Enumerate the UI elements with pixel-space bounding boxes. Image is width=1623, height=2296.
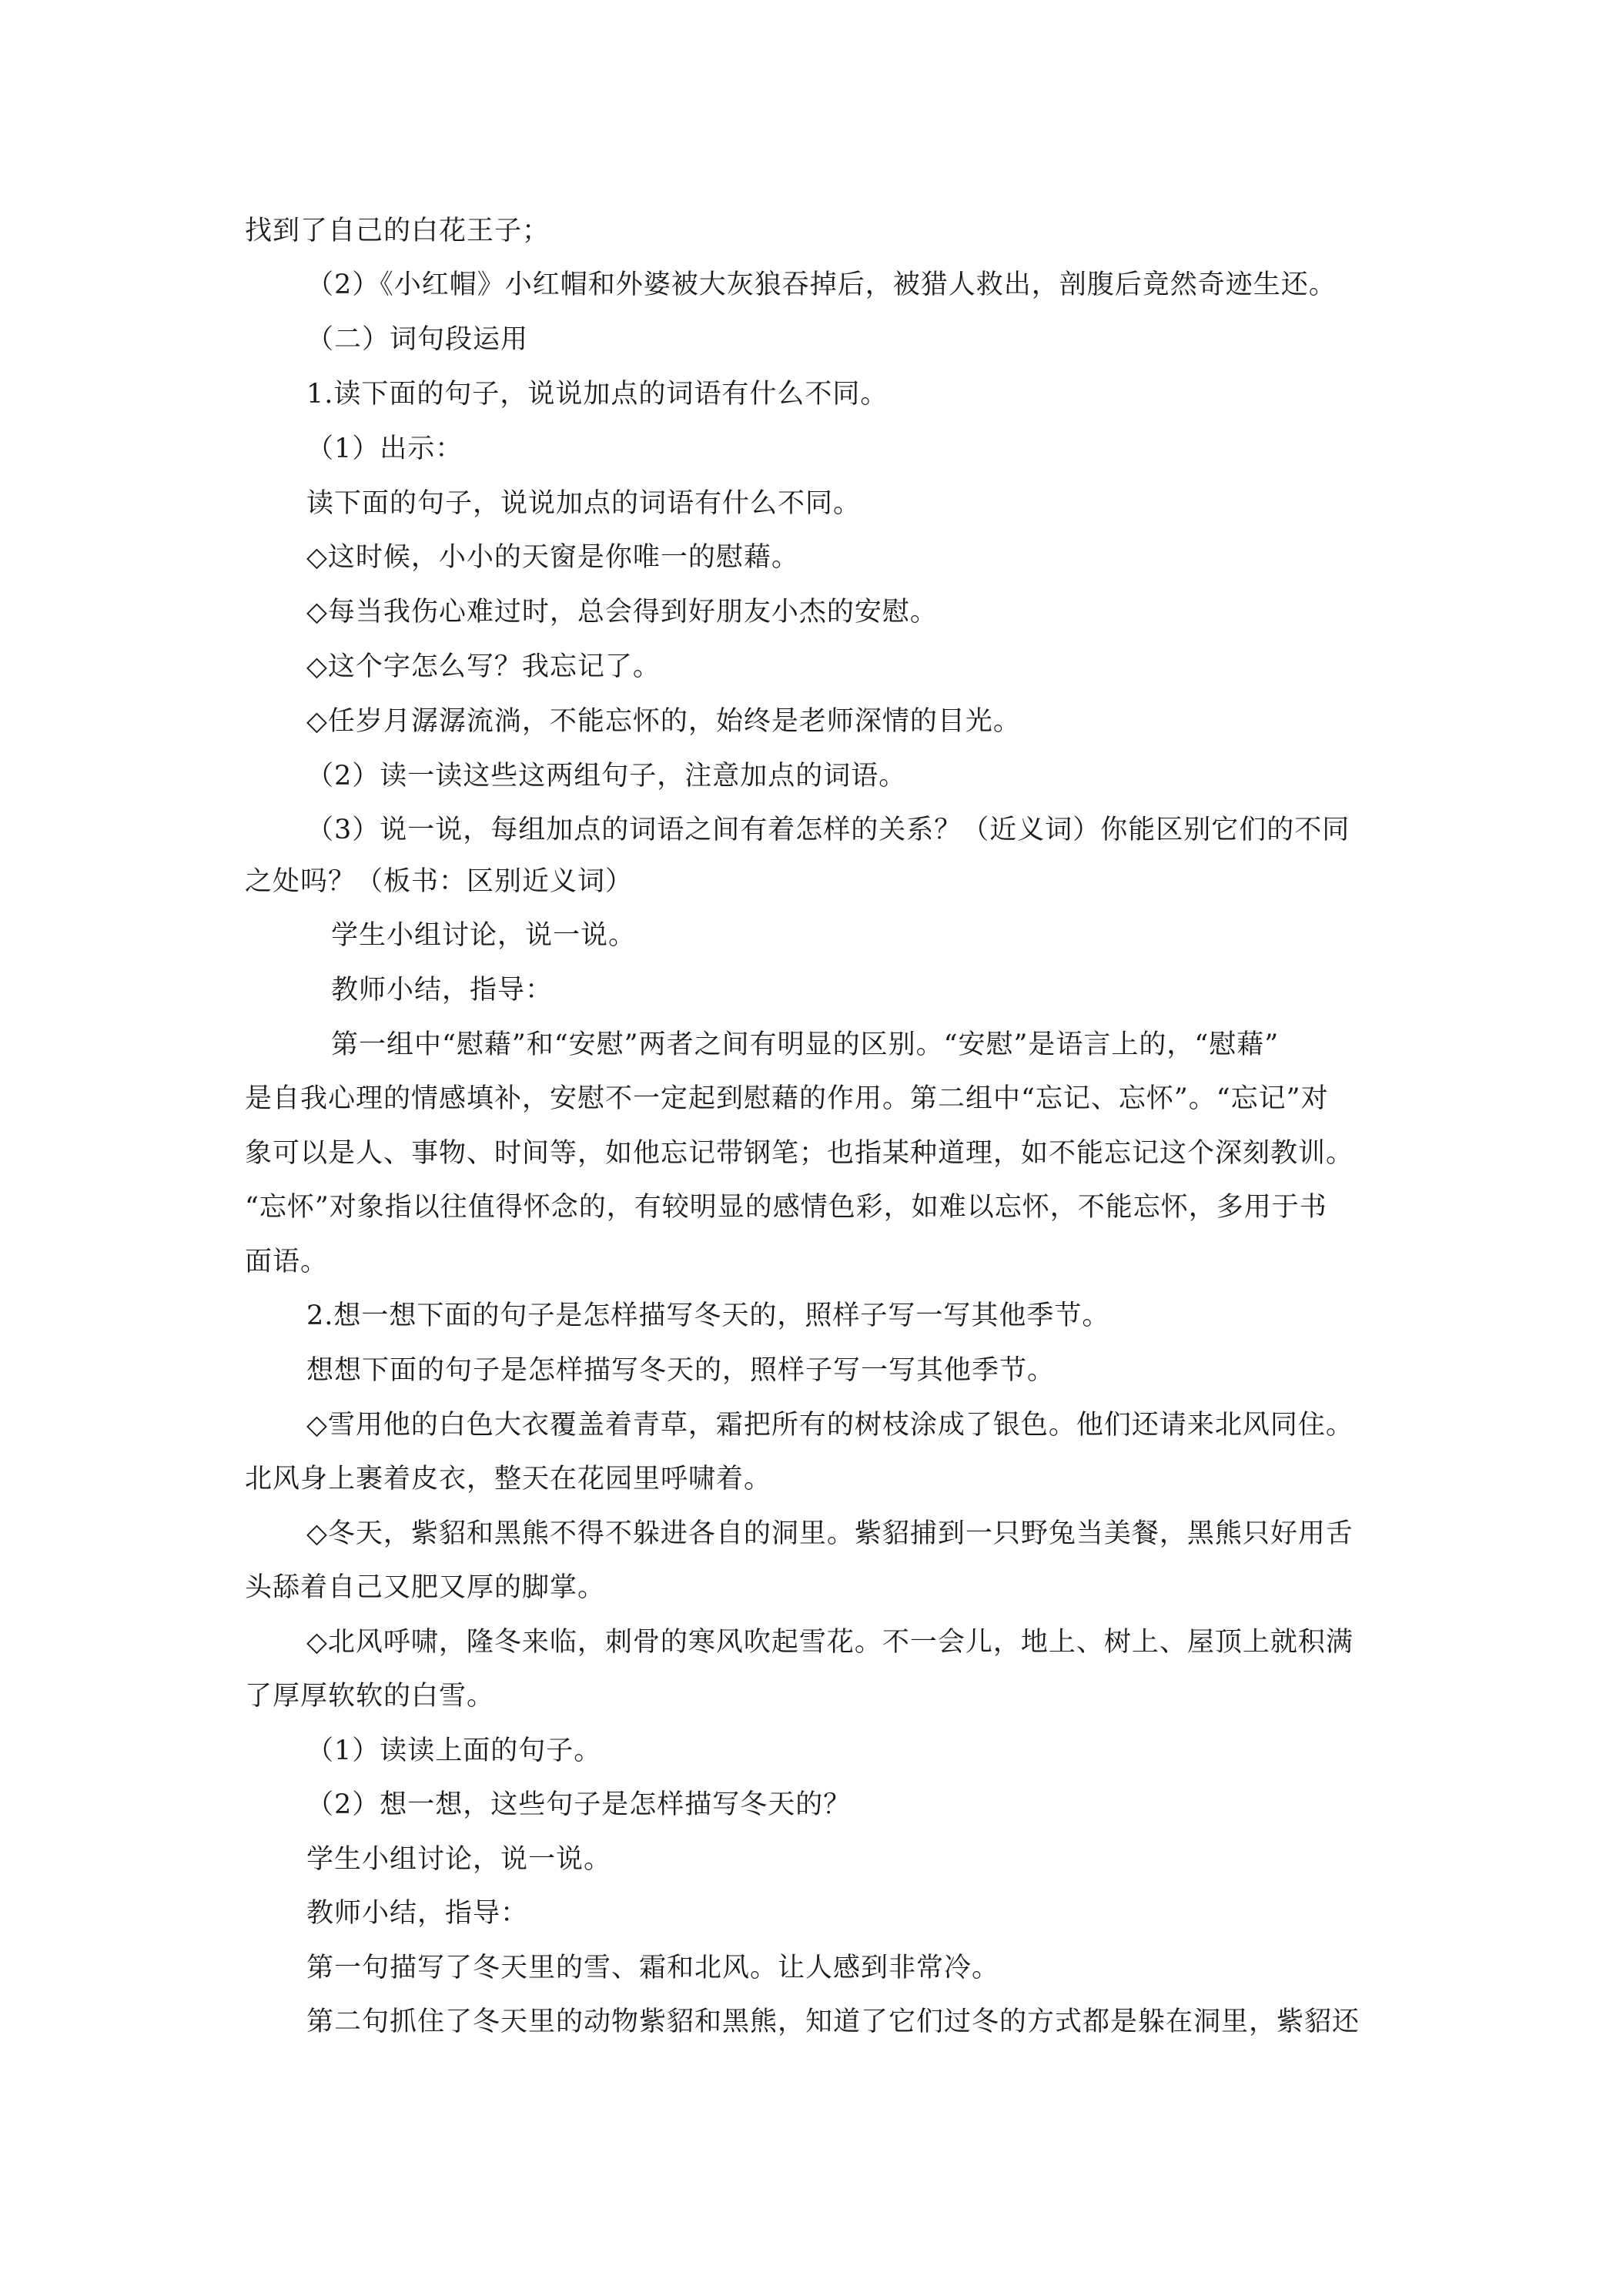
text-line: 了厚厚软软的白雪。 xyxy=(245,1681,495,1712)
text-line: 教师小结，指导： xyxy=(306,1898,529,1929)
text-line: 北风身上裹着皮衣，整天在花园里呼啸着。 xyxy=(245,1464,772,1494)
text-line: 象可以是人、事物、时间等，如他忘记带钢笔；也指某种道理，如不能忘记这个深刻教训。 xyxy=(245,1138,1354,1169)
text-line: 之处吗？（板书：区别近义词） xyxy=(245,866,634,897)
text-line: 头舔着自己又肥又厚的脚掌。 xyxy=(245,1572,606,1603)
text-line: ◇这时候，小小的天窗是你唯一的慰藉。 xyxy=(306,542,799,573)
text-line: （3）说一说，每组加点的词语之间有着怎样的关系？（近义词）你能区别它们的不同 xyxy=(306,815,1350,845)
text-line: （2）读一读这些这两组句子，注意加点的词语。 xyxy=(306,761,907,792)
text-line: “忘怀”对象指以往值得怀念的，有较明显的感情色彩，如难以忘怀，不能忘怀，多用于书 xyxy=(245,1192,1327,1223)
text-line: ◇这个字怎么写？我忘记了。 xyxy=(306,651,661,682)
text-line: 找到了自己的白花王子； xyxy=(245,216,550,246)
text-line: 学生小组讨论，说一说。 xyxy=(306,1844,612,1875)
text-line: 教师小结，指导： xyxy=(331,975,554,1006)
text-line: 2.想一想下面的句子是怎样描写冬天的，照样子写一写其他季节。 xyxy=(306,1300,1110,1331)
text-line: 第二句抓住了冬天里的动物紫貂和黑熊，知道了它们过冬的方式都是躲在洞里，紫貂还 xyxy=(306,2006,1360,2037)
text-line: ◇雪用他的白色大衣覆盖着青草，霜把所有的树枝涂成了银色。他们还请来北风同住。 xyxy=(306,1410,1354,1441)
text-line: ◇每当我伤心难过时，总会得到好朋友小杰的安慰。 xyxy=(306,597,938,628)
text-line: 1.读下面的句子，说说加点的词语有什么不同。 xyxy=(306,379,888,410)
text-line: 面语。 xyxy=(245,1247,329,1277)
text-line: （2）想一想，这些句子是怎样描写冬天的？ xyxy=(306,1789,852,1820)
text-line: ◇任岁月潺潺流淌，不能忘怀的，始终是老师深情的目光。 xyxy=(306,706,1021,737)
text-line: （1）出示： xyxy=(306,433,463,464)
text-line: 第一组中“慰藉”和“安慰”两者之间有明显的区别。“安慰”是语言上的，“慰藉” xyxy=(331,1029,1280,1060)
text-line: 是自我心理的情感填补，安慰不一定起到慰藉的作用。第二组中“忘记、忘怀”。“忘记”对 xyxy=(245,1083,1329,1114)
section-heading: （二）词句段运用 xyxy=(306,324,529,355)
text-line: （1）读读上面的句子。 xyxy=(306,1735,602,1766)
text-line: ◇冬天，紫貂和黑熊不得不躲进各自的洞里。紫貂捕到一只野兔当美餐，黑熊只好用舌 xyxy=(306,1518,1354,1549)
text-line: 想想下面的句子是怎样描写冬天的，照样子写一写其他季节。 xyxy=(306,1355,1056,1386)
text-line: （2）《小红帽》小红帽和外婆被大灰狼吞掉后，被猎人救出，剖腹后竟然奇迹生还。 xyxy=(306,269,1337,300)
text-line: 第一句描写了冬天里的雪、霜和北风。让人感到非常冷。 xyxy=(306,1953,1000,1983)
text-line: ◇北风呼啸，隆冬来临，刺骨的寒风吹起雪花。不一会儿，地上、树上、屋顶上就积满 xyxy=(306,1627,1354,1658)
text-line: 读下面的句子，说说加点的词语有什么不同。 xyxy=(306,488,862,519)
text-line: 学生小组讨论，说一说。 xyxy=(331,920,637,951)
